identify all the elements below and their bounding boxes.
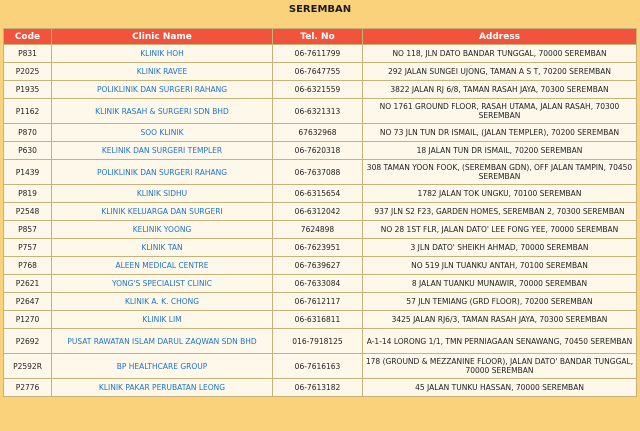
cell-tel-no: 06-7637088 (273, 160, 362, 184)
cell-clinic-name[interactable]: KLINIK RAVEE (52, 63, 272, 80)
cell-code: P870 (4, 124, 51, 141)
table-row (4, 379, 636, 396)
cell-code: P2621 (4, 275, 51, 292)
cell-clinic-name[interactable]: KELINIK DAN SURGERI TEMPLER (52, 142, 272, 159)
table-row (4, 160, 636, 184)
cell-code: P819 (4, 185, 51, 202)
cell-tel-no: 67632968 (273, 124, 362, 141)
cell-tel-no: 06-6315654 (273, 185, 362, 202)
table-row (4, 81, 636, 98)
column-header-address: Address (363, 29, 636, 44)
cell-address: 3425 JALAN RJ6/3, TAMAN RASAH JAYA, 70300 SEREMBAN (363, 311, 636, 328)
cell-clinic-name[interactable]: KLINIK KELUARGA DAN SURGERI (52, 203, 272, 220)
cell-clinic-name[interactable]: KLINIK TAN (52, 239, 272, 256)
cell-tel-no: 7624898 (273, 221, 362, 238)
cell-address: 18 JALAN TUN DR ISMAIL, 70200 SEREMBAN (363, 142, 636, 159)
cell-clinic-name[interactable]: BP HEALTHCARE GROUP (52, 354, 272, 378)
cell-code: P2025 (4, 63, 51, 80)
cell-address: NO 28 1ST FLR, JALAN DATO' LEE FONG YEE, 70000 SEREMBAN (363, 221, 636, 238)
column-header-clinic-name: Clinic Name (52, 29, 272, 44)
cell-tel-no: 06-7620318 (273, 142, 362, 159)
cell-code: P1439 (4, 160, 51, 184)
cell-address: 57 JLN TEMIANG (GRD FLOOR), 70200 SEREMBAN (363, 293, 636, 310)
page-title: SEREMBAN (288, 4, 352, 15)
table-row (4, 185, 636, 202)
cell-clinic-name[interactable]: KLINIK HOH (52, 45, 272, 62)
table-row (4, 221, 636, 238)
cell-clinic-name[interactable]: YONG'S SPECIALIST CLINIC (52, 275, 272, 292)
cell-code: P2776 (4, 379, 51, 396)
cell-clinic-name[interactable]: KLINIK SIDHU (52, 185, 272, 202)
cell-code: P2592R (4, 354, 51, 378)
cell-code: P2692 (4, 329, 51, 353)
cell-code: P1162 (4, 99, 51, 123)
column-header-tel-no: Tel. No (273, 29, 362, 44)
cell-address: 292 JALAN SUNGEI UJONG, TAMAN A S T, 70200 SEREMBAN (363, 63, 636, 80)
cell-tel-no: 06-7639627 (273, 257, 362, 274)
cell-clinic-name[interactable]: KLINIK PAKAR PERUBATAN LEONG (52, 379, 272, 396)
cell-address: A-1-14 LORONG 1/1, TMN PERNIAGAAN SENAWANG, 70450 SEREMBAN (363, 329, 636, 353)
table-row (4, 45, 636, 62)
cell-tel-no: 06-7633084 (273, 275, 362, 292)
cell-clinic-name[interactable]: KLINIK LIM (52, 311, 272, 328)
cell-clinic-name[interactable]: ALEEN MEDICAL CENTRE (52, 257, 272, 274)
cell-clinic-name[interactable]: SOO KLINIK (52, 124, 272, 141)
cell-code: P2647 (4, 293, 51, 310)
table-row (4, 354, 636, 378)
cell-tel-no: 06-6312042 (273, 203, 362, 220)
cell-clinic-name[interactable]: PUSAT RAWATAN ISLAM DARUL ZAQWAN SDN BHD (52, 329, 272, 353)
cell-tel-no: 06-7611799 (273, 45, 362, 62)
table-header-row (4, 29, 636, 44)
cell-code: P2548 (4, 203, 51, 220)
cell-tel-no: 06-6321313 (273, 99, 362, 123)
cell-tel-no: 06-7613182 (273, 379, 362, 396)
cell-clinic-name[interactable]: KLINIK RASAH & SURGERI SDN BHD (52, 99, 272, 123)
cell-address: 8 JALAN TUANKU MUNAWIR, 70000 SEREMBAN (363, 275, 636, 292)
table-row (4, 311, 636, 328)
cell-code: P857 (4, 221, 51, 238)
cell-address: NO 73 JLN TUN DR ISMAIL, (JALAN TEMPLER), 70200 SEREMBAN (363, 124, 636, 141)
cell-address: NO 118, JLN DATO BANDAR TUNGGAL, 70000 SEREMBAN (363, 45, 636, 62)
cell-address: 308 TAMAN YOON FOOK, (SEREMBAN GDN), OFF JALAN TAMPIN, 70450 SEREMBAN (363, 160, 636, 184)
cell-code: P831 (4, 45, 51, 62)
table-row (4, 239, 636, 256)
cell-address: NO 519 JLN TUANKU ANTAH, 70100 SEREMBAN (363, 257, 636, 274)
clinic-table (3, 28, 637, 397)
cell-tel-no: 06-7612117 (273, 293, 362, 310)
cell-address: 3822 JALAN RJ 6/8, TAMAN RASAH JAYA, 70300 SEREMBAN (363, 81, 636, 98)
cell-tel-no: 016-7918125 (273, 329, 362, 353)
cell-clinic-name[interactable]: KLINIK A. K. CHONG (52, 293, 272, 310)
cell-clinic-name[interactable]: POLIKLINIK DAN SURGERI RAHANG (52, 160, 272, 184)
cell-address: 3 JLN DATO' SHEIKH AHMAD, 70000 SEREMBAN (363, 239, 636, 256)
table-row (4, 124, 636, 141)
table-row (4, 63, 636, 80)
cell-clinic-name[interactable]: POLIKLINIK DAN SURGERI RAHANG (52, 81, 272, 98)
column-header-code: Code (4, 29, 51, 44)
table-row (4, 257, 636, 274)
cell-tel-no: 06-7647755 (273, 63, 362, 80)
table-row (4, 203, 636, 220)
cell-tel-no: 06-7616163 (273, 354, 362, 378)
cell-code: P630 (4, 142, 51, 159)
cell-code: P1270 (4, 311, 51, 328)
cell-code: P1935 (4, 81, 51, 98)
table-row (4, 293, 636, 310)
table-row (4, 142, 636, 159)
cell-address: 937 JLN S2 F23, GARDEN HOMES, SEREMBAN 2, 70300 SEREMBAN (363, 203, 636, 220)
table-row (4, 275, 636, 292)
cell-address: NO 1761 GROUND FLOOR, RASAH UTAMA, JALAN RASAH, 70300 SEREMBAN (363, 99, 636, 123)
cell-tel-no: 06-7623951 (273, 239, 362, 256)
cell-address: 1782 JALAN TOK UNGKU, 70100 SEREMBAN (363, 185, 636, 202)
cell-address: 178 (GROUND & MEZZANINE FLOOR), JALAN DATO' BANDAR TUNGGAL, 70000 SEREMBAN (363, 354, 636, 378)
table-row (4, 329, 636, 353)
cell-address: 45 JALAN TUNKU HASSAN, 70000 SEREMBAN (363, 379, 636, 396)
cell-tel-no: 06-6321559 (273, 81, 362, 98)
cell-code: P768 (4, 257, 51, 274)
table-row (4, 99, 636, 123)
cell-tel-no: 06-6316811 (273, 311, 362, 328)
cell-code: P757 (4, 239, 51, 256)
cell-clinic-name[interactable]: KELINIK YOONG (52, 221, 272, 238)
